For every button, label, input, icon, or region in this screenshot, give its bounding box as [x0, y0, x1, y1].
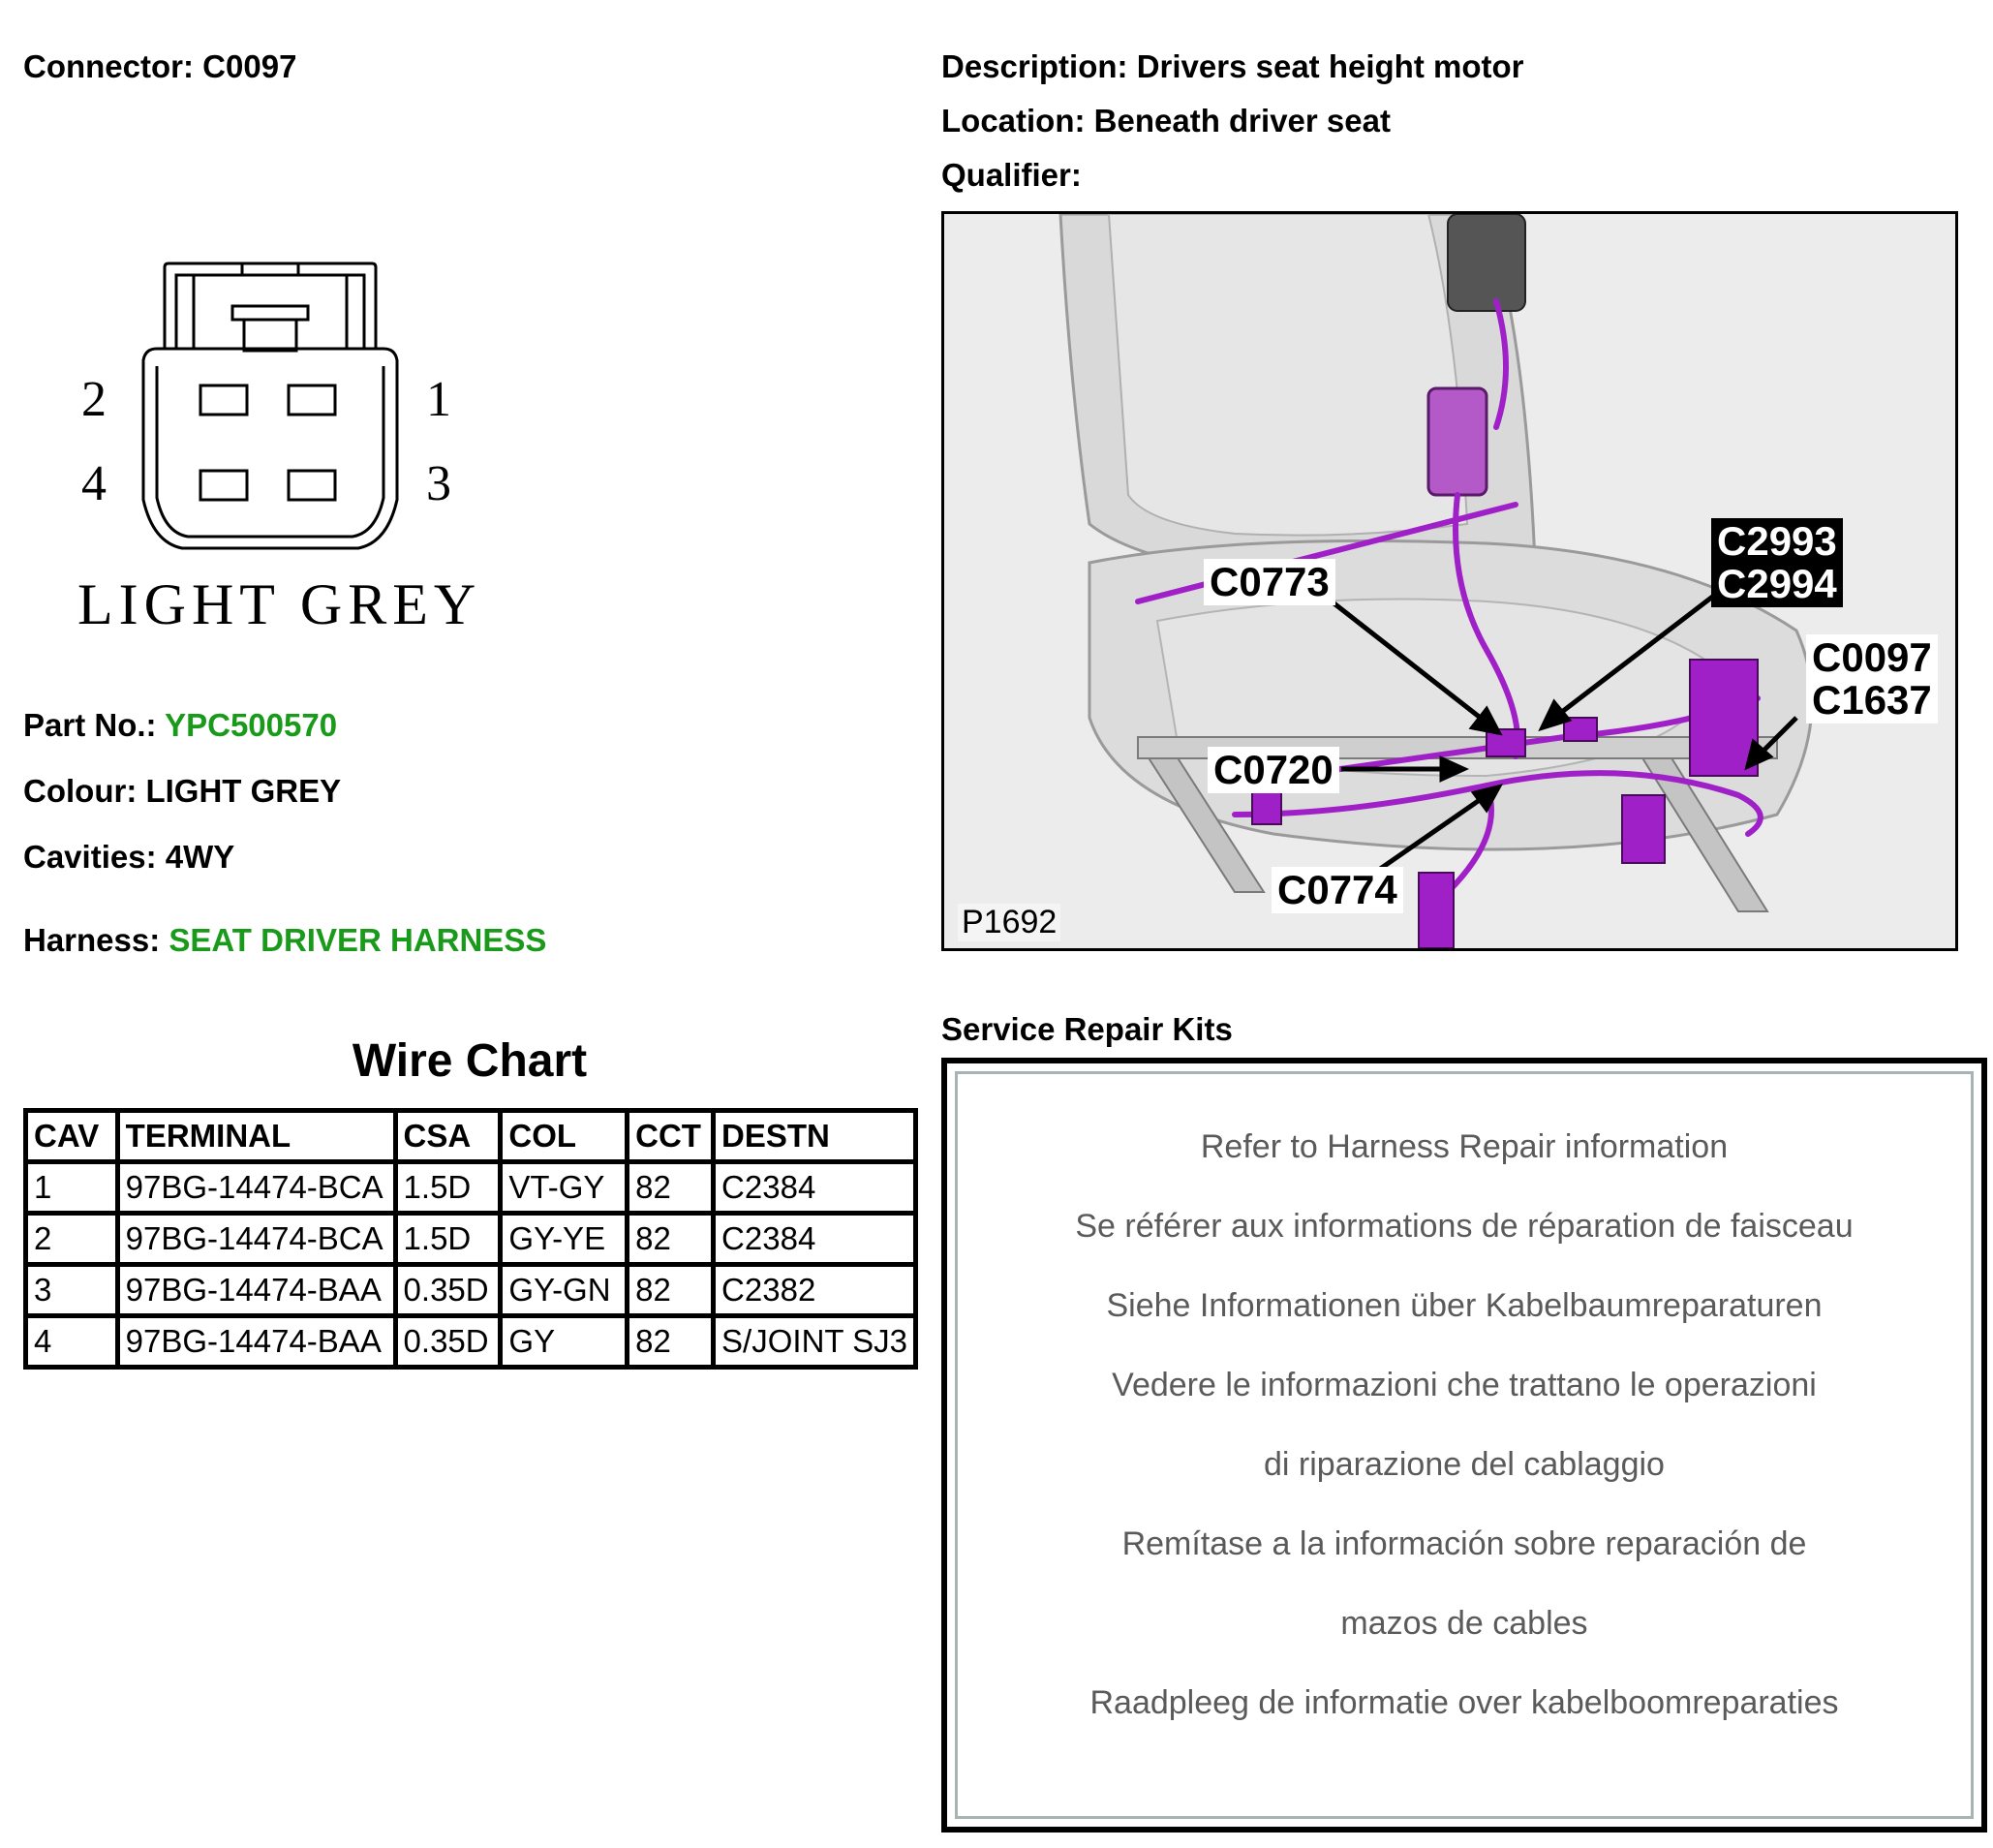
pin-label-3: 3: [426, 456, 451, 511]
part-number-link[interactable]: YPC500570: [165, 707, 338, 743]
cell-destn: C2382: [714, 1265, 916, 1316]
repair-info-line-nl: Raadpleeg de informatie over kabelboomreparaties: [1089, 1684, 1839, 1721]
cavities-value: 4WY: [165, 839, 235, 875]
callout-c0097-c1637: [1806, 634, 1938, 724]
description-field: [941, 48, 1523, 85]
colour-label: Colour:: [23, 773, 138, 809]
table-row: [26, 1265, 916, 1316]
cavities-label: Cavities:: [23, 839, 157, 875]
figure-id: P1692: [958, 904, 1060, 941]
cavity-4: [200, 471, 247, 500]
cavity-3: [289, 471, 335, 500]
header-cav: CAV: [26, 1111, 118, 1162]
description-value: Drivers seat height motor: [1136, 48, 1524, 84]
callout-c2993-c2994: [1711, 518, 1843, 607]
diagram-colour-caption: LIGHT GREY: [77, 572, 482, 636]
cavities-field: [23, 839, 234, 876]
connector-field: [23, 48, 296, 85]
callout-c1637: C1637: [1812, 677, 1932, 723]
description-label: Description:: [941, 48, 1128, 84]
part-number-field: [23, 707, 337, 744]
harness-field: [23, 922, 546, 959]
harness-link[interactable]: SEAT DRIVER HARNESS: [169, 922, 547, 958]
callout-c2993: C2993: [1717, 518, 1837, 564]
harness-label: Harness:: [23, 922, 161, 958]
connector-label: Connector:: [23, 48, 194, 84]
cell-col: GY-YE: [501, 1214, 628, 1265]
cell-destn: C2384: [714, 1162, 916, 1214]
repair-info-line-it-1: Vedere le informazioni che trattano le operazioni: [1112, 1367, 1817, 1403]
repair-info-line-it-2: di riparazione del cablaggio: [1264, 1446, 1665, 1483]
cell-cct: 82: [628, 1162, 714, 1214]
repair-info-line-fr: Se référer aux informations de réparation de faisceau: [1075, 1208, 1854, 1245]
cell-cct: 82: [628, 1316, 714, 1368]
repair-info-line-de: Siehe Informationen über Kabelbaumreparaturen: [1106, 1287, 1823, 1324]
pin-label-2: 2: [81, 372, 107, 427]
header-terminal: TERMINAL: [117, 1111, 395, 1162]
connector-location-photo: [941, 211, 1958, 951]
cell-terminal: 97BG-14474-BAA: [117, 1265, 395, 1316]
repair-info-line-es-2: mazos de cables: [1340, 1605, 1588, 1642]
colour-value: LIGHT GREY: [145, 773, 342, 809]
callout-c0097: C0097: [1812, 634, 1932, 680]
cell-cav: 2: [26, 1214, 118, 1265]
callout-c2994: C2994: [1717, 561, 1837, 606]
cell-destn: S/JOINT SJ3: [714, 1316, 916, 1368]
pin-label-1: 1: [426, 372, 451, 427]
header-destn: DESTN: [714, 1111, 916, 1162]
cell-csa: 0.35D: [395, 1265, 501, 1316]
wire-chart-header-row: [26, 1111, 916, 1162]
cell-cav: 1: [26, 1162, 118, 1214]
connector-value: C0097: [202, 48, 297, 84]
callout-c0774: C0774: [1272, 867, 1403, 913]
cell-terminal: 97BG-14474-BCA: [117, 1214, 395, 1265]
cell-col: GY: [501, 1316, 628, 1368]
callout-c0720: C0720: [1208, 747, 1339, 793]
wire-chart-title: Wire Chart: [352, 1035, 588, 1087]
cell-cct: 82: [628, 1265, 714, 1316]
cell-csa: 1.5D: [395, 1214, 501, 1265]
location-value: Beneath driver seat: [1093, 103, 1391, 139]
header-cct: CCT: [628, 1111, 714, 1162]
location-label: Location:: [941, 103, 1086, 139]
cell-col: GY-GN: [501, 1265, 628, 1316]
service-repair-kits-panel: [941, 1058, 1987, 1833]
cell-terminal: 97BG-14474-BAA: [117, 1316, 395, 1368]
qualifier-field: [941, 157, 1082, 194]
cell-terminal: 97BG-14474-BCA: [117, 1162, 395, 1214]
qualifier-label: Qualifier:: [941, 157, 1082, 193]
pin-label-4: 4: [81, 456, 107, 511]
cell-csa: 0.35D: [395, 1316, 501, 1368]
cell-csa: 1.5D: [395, 1162, 501, 1214]
repair-info-line-es-1: Remítase a la información sobre reparación de: [1121, 1525, 1807, 1562]
cell-destn: C2384: [714, 1214, 916, 1265]
cell-cav: 3: [26, 1265, 118, 1316]
table-row: [26, 1214, 916, 1265]
location-field: [941, 103, 1391, 139]
service-repair-kits-title: Service Repair Kits: [941, 1011, 1233, 1047]
table-row: [26, 1316, 916, 1368]
header-col: COL: [501, 1111, 628, 1162]
cell-cct: 82: [628, 1214, 714, 1265]
colour-field: [23, 773, 341, 810]
wire-chart-table: [23, 1108, 918, 1370]
cell-cav: 4: [26, 1316, 118, 1368]
repair-info-line-en: Refer to Harness Repair information: [1200, 1128, 1729, 1165]
callout-c0773: C0773: [1204, 559, 1335, 605]
service-repair-kits-inner: [955, 1071, 1974, 1819]
table-row: [26, 1162, 916, 1214]
cavity-1: [289, 385, 335, 415]
part-number-label: Part No.:: [23, 707, 157, 743]
cell-col: VT-GY: [501, 1162, 628, 1214]
header-csa: CSA: [395, 1111, 501, 1162]
cavity-2: [200, 385, 247, 415]
